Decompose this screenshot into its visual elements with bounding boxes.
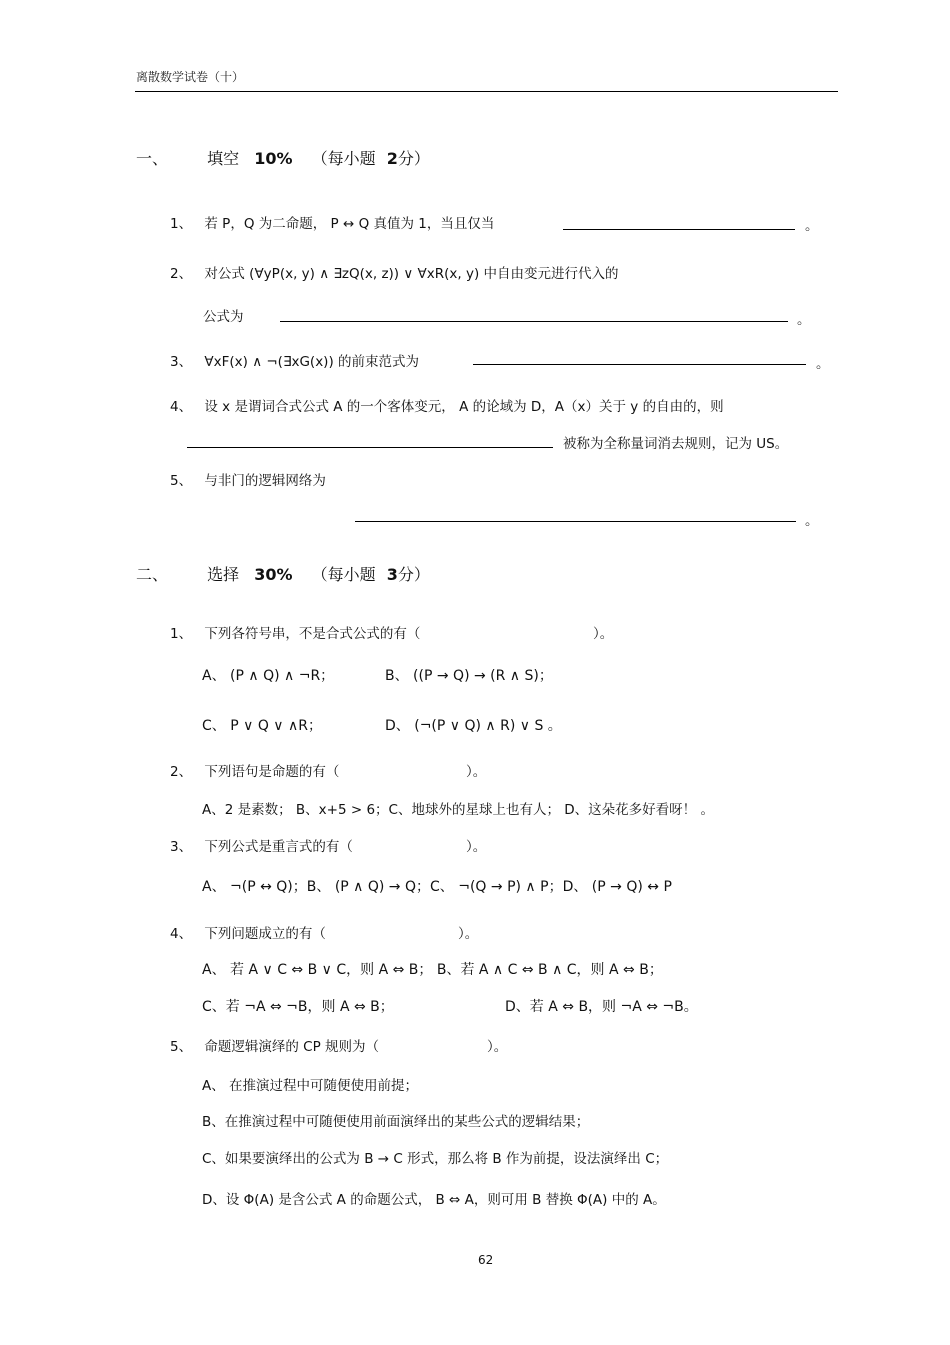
s2-q3 (170, 835, 353, 855)
page-number: 62 (478, 1253, 494, 1267)
s2-q3-number: 3、 (170, 839, 193, 855)
s1-q2 (170, 262, 619, 282)
s2-q3-close: ）。 (466, 839, 487, 855)
s2-q3-text: 下列公式是重言式的有（ (204, 839, 353, 855)
s1-q4 (170, 395, 724, 415)
s2-q5-option-d[interactable]: D、设 Φ(A) 是含公式 A 的命题公式， B ⇔ A，则可用 B 替换 Φ(A) 中的 A。 (202, 1192, 666, 1208)
section2-note-score: 3 (386, 565, 398, 584)
section2-note-open: （每小题 (311, 565, 376, 584)
s1-q5-blank[interactable] (355, 521, 796, 522)
s2-q1-option-a[interactable]: A、 (P ∧ Q) ∧ ¬R； (202, 668, 335, 684)
s2-q1-option-d[interactable]: D、 (¬(P ∨ Q) ∧ R) ∨ S 。 (385, 718, 562, 734)
s2-q5-text: 命题逻辑演绎的 CP 规则为（ (204, 1039, 380, 1055)
section2-note-close: 分） (397, 565, 430, 584)
s1-q5 (170, 469, 326, 489)
section1-title: 填空 (207, 149, 240, 168)
s1-q2-end: 。 (797, 312, 811, 328)
s2-q4-text: 下列问题成立的有（ (204, 926, 326, 942)
s1-q3-text: ∀xF(x) ∧ ¬(∃xG(x)) 的前束范式为 (204, 354, 420, 370)
s1-q5-end: 。 (805, 513, 819, 529)
s1-q2-line2: 公式为 (203, 309, 244, 325)
s1-q3-number: 3、 (170, 354, 193, 370)
s1-q1-end: 。 (805, 218, 819, 234)
s2-q4-number: 4、 (170, 926, 193, 942)
document-header: 离散数学试卷（十） (136, 70, 245, 84)
s2-q2-close: ）。 (466, 764, 487, 780)
s2-q4-options-ab[interactable]: A、 若 A ∨ C ⇔ B ∨ C，则 A ⇔ B； B、若 A ∧ C ⇔ B ∧ C，则 A ⇔ B； (202, 962, 663, 978)
s2-q1-close: ）。 (593, 626, 614, 642)
s1-q1-blank[interactable] (563, 229, 795, 230)
s2-q4 (170, 922, 326, 942)
section2-heading (136, 562, 430, 585)
s1-q4-line2: 被称为全称量词消去规则，记为 US。 (563, 436, 789, 452)
section2-percent: 30% (254, 565, 293, 584)
s2-q4-option-d[interactable]: D、若 A ⇔ B，则 ¬A ⇔ ¬B。 (505, 999, 698, 1015)
s2-q1-option-c[interactable]: C、 P ∨ Q ∨ ∧R； (202, 718, 322, 734)
s2-q4-option-c[interactable]: C、若 ¬A ⇔ ¬B，则 A ⇔ B； (202, 999, 394, 1015)
s1-q1-text: 若 P，Q 为二命题， P ↔ Q 真值为 1，当且仅当 (204, 216, 495, 232)
s2-q2-options[interactable]: A、2 是素数； B、x+5 > 6；C、地球外的星球上也有人； D、这朵花多好看呀！ 。 (202, 802, 714, 818)
s2-q2 (170, 760, 339, 780)
section1-percent: 10% (254, 149, 293, 168)
s1-q4-number: 4、 (170, 399, 193, 415)
s1-q4-text: 设 x 是谓词合式公式 A 的一个客体变元， A 的论域为 D，A（x）关于 y 的自由的，则 (204, 399, 724, 415)
s2-q1-option-b[interactable]: B、 ((P → Q) → (R ∧ S)； (385, 668, 553, 684)
section2-number: 二、 (136, 565, 169, 584)
s2-q3-options[interactable]: A、 ¬(P ↔ Q)；B、 (P ∧ Q) → Q；C、 ¬(Q → P) ∧ P；D、 (P → Q) ↔ P (202, 879, 672, 895)
section1-note-score: 2 (386, 149, 398, 168)
s1-q3-blank[interactable] (473, 364, 806, 365)
section1-heading (136, 146, 430, 169)
s1-q3 (170, 350, 419, 370)
s2-q1 (170, 622, 420, 642)
s2-q2-number: 2、 (170, 764, 193, 780)
s1-q2-number: 2、 (170, 266, 193, 282)
s2-q1-text: 下列各符号串，不是合式公式的有（ (204, 626, 421, 642)
s2-q5-close: ）。 (487, 1039, 508, 1055)
section1-note-open: （每小题 (311, 149, 376, 168)
s1-q3-end: 。 (816, 356, 830, 372)
s2-q5-option-b[interactable]: B、在推演过程中可随便使用前面演绎出的某些公式的逻辑结果； (202, 1114, 590, 1130)
s1-q5-text: 与非门的逻辑网络为 (204, 473, 326, 489)
s2-q5 (170, 1035, 379, 1055)
section2-title: 选择 (207, 565, 240, 584)
s1-q2-text: 对公式 (∀yP(x, y) ∧ ∃zQ(x, z)) ∨ ∀xR(x, y) 中自由变元进行代入的 (204, 266, 619, 282)
section1-note-close: 分） (397, 149, 430, 168)
header-rule (135, 91, 838, 92)
s1-q1-number: 1、 (170, 216, 193, 232)
s2-q1-number: 1、 (170, 626, 193, 642)
s2-q2-text: 下列语句是命题的有（ (204, 764, 340, 780)
section1-number: 一、 (136, 149, 169, 168)
s2-q5-number: 5、 (170, 1039, 193, 1055)
s2-q4-close: ）。 (458, 926, 479, 942)
s1-q1 (170, 212, 494, 232)
s2-q5-option-c[interactable]: C、如果要演绎出的公式为 B → C 形式，那么将 B 作为前提，设法演绎出 C； (202, 1151, 669, 1167)
s1-q4-blank[interactable] (187, 447, 553, 448)
s1-q5-number: 5、 (170, 473, 193, 489)
s1-q2-blank[interactable] (280, 321, 788, 322)
s2-q5-option-a[interactable]: A、 在推演过程中可随便使用前提； (202, 1078, 419, 1094)
